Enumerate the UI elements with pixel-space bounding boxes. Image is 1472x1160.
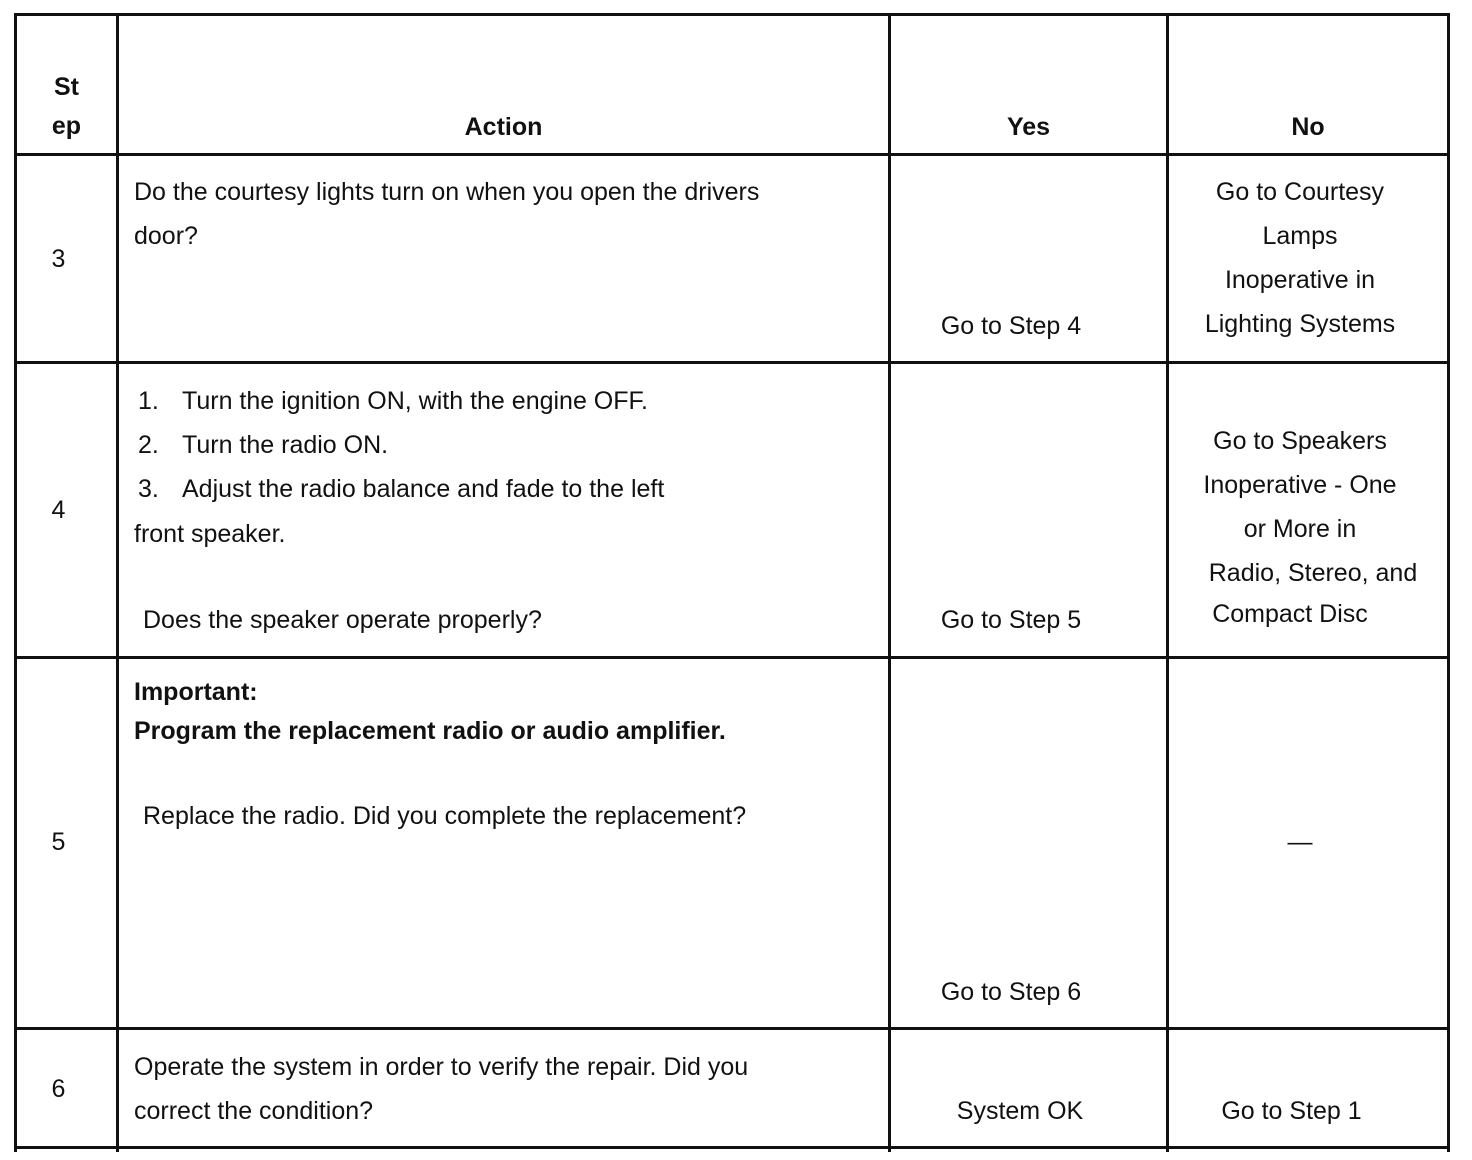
no-result: — (1287, 828, 1313, 856)
header-action: Action (464, 113, 543, 141)
action-text: Replace the radio. Did you complete the replacement? (143, 802, 747, 830)
no-result: Go to Speakers Inoperative - One or More in Radio, Stereo, and Compact Disc (1203, 427, 1418, 628)
yes-result: System OK (956, 1097, 1084, 1125)
row-divider (14, 361, 1450, 364)
action-continuation: front speaker. (134, 520, 286, 548)
important-label: Important: (134, 678, 258, 706)
step-number: 5 (51, 828, 66, 856)
yes-result: Go to Step 6 (940, 978, 1082, 1006)
no-result: Go to Courtesy Lamps Inoperative in Lighting Systems (1204, 178, 1396, 338)
action-list (138, 379, 664, 511)
action-list-item: 2. Turn the radio ON. (138, 431, 389, 459)
row-divider (14, 1027, 1450, 1030)
action-question: Does the speaker operate properly? (143, 606, 542, 634)
header-divider (14, 153, 1450, 156)
important-text: Program the replacement radio or audio amplifier. (134, 717, 726, 745)
step-number: 4 (51, 496, 66, 524)
row-divider (14, 656, 1450, 659)
yes-result: Go to Step 4 (940, 312, 1082, 340)
action-list-item: 3. Adjust the radio balance and fade to the left (138, 475, 665, 503)
header-step: St ep (51, 73, 82, 140)
action-text: Operate the system in order to verify the repair. Did you correct the condition? (134, 1053, 749, 1125)
no-result: Go to Step 1 (1221, 1097, 1362, 1125)
column-divider (116, 13, 119, 1152)
table-border-bottom (14, 1146, 1450, 1149)
header-no: No (1291, 113, 1325, 141)
yes-result: Go to Step 5 (940, 606, 1082, 634)
table-border-right (1447, 13, 1450, 1152)
step-number: 3 (51, 245, 66, 273)
step-number: 6 (51, 1075, 66, 1103)
action-list-item: 1. Turn the ignition ON, with the engine OFF. (138, 387, 648, 415)
header-yes: Yes (1006, 113, 1051, 141)
action-text: Do the courtesy lights turn on when you open the drivers door? (134, 178, 760, 250)
table-border-left (14, 13, 17, 1152)
table-border-top (14, 13, 1450, 16)
